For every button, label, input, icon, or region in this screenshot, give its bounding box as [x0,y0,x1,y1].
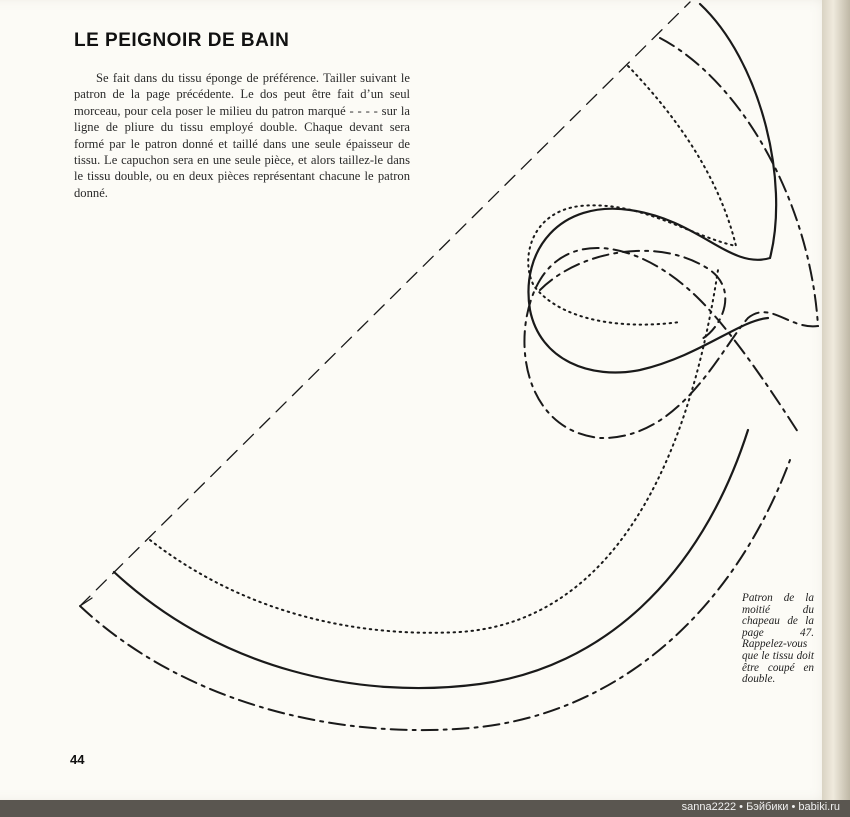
crown-inner-loop [540,251,725,340]
fold-line [80,2,690,606]
solid-brim-line [114,430,748,688]
crown-dotted-line [528,66,736,325]
crown-solid-line [528,4,776,373]
watermark-bar [0,800,850,817]
page-title: LE PEIGNOIR DE BAIN [74,30,290,51]
watermark-text: sanna2222 • Бэйбики • babiki.ru [681,801,840,813]
instructions-paragraph: Se fait dans du tissu éponge de préférence. Tailler suivant le patron de la page précédente. Le dos peut être fait d’un seul morceau, pour cela poser le milieu du patron marqué - - - - sur la ligne de pliure du tissu employé double. Chaque devant sera formé par le patron donné et taillé dans une seule épaisseur de tissu. Le capuchon sera en une seule pièce, et alors taillez-le dans le tissu double, ou en deux pièces représentant chacune le patron donné. [74,71,410,200]
page-edge [822,0,850,800]
page-number: 44 [70,752,85,767]
pattern-caption: Patron de la moitié du chapeau de la page 47. Rappelez-vous que le tissu doit être coupé en double. [742,592,814,686]
